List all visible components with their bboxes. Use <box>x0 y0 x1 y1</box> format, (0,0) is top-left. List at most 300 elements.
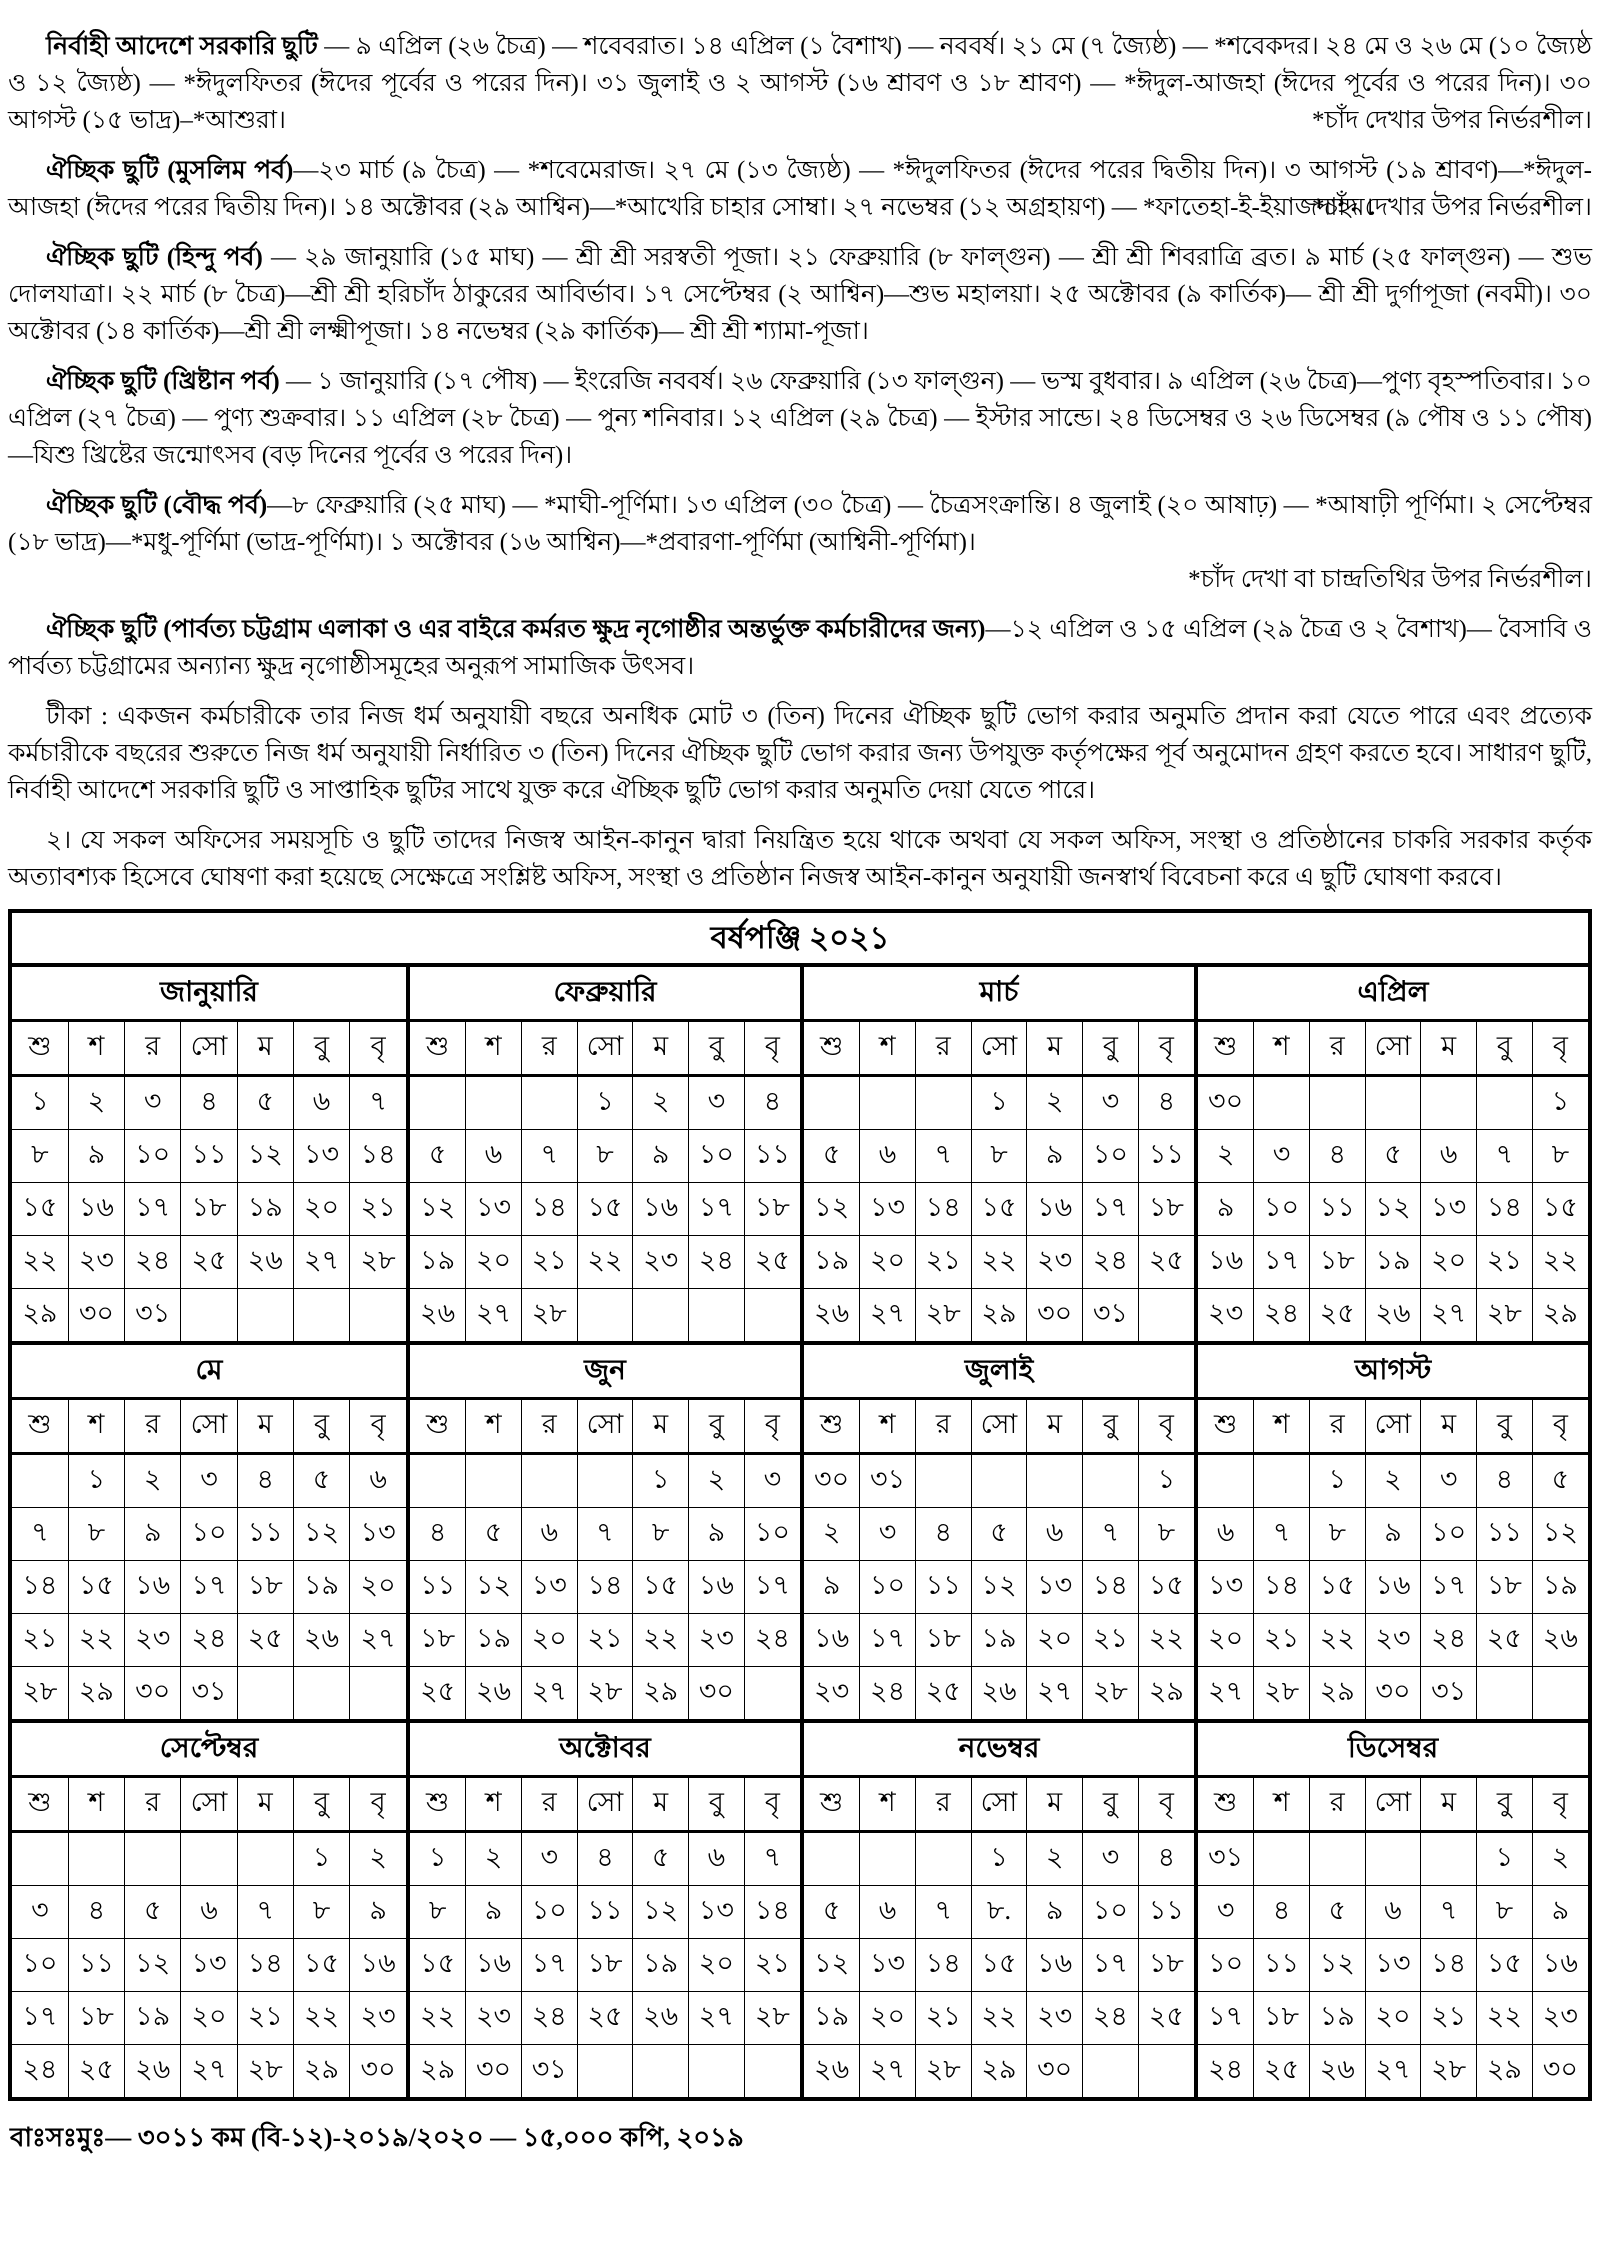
date-cell: ৬ <box>1365 1886 1421 1939</box>
date-cell: ২ <box>1027 1832 1083 1886</box>
date-cell: ৩ <box>1083 1076 1139 1130</box>
week-row <box>410 1832 800 1886</box>
date-cell: ২৮ <box>744 1992 800 2045</box>
empty-date-cell <box>689 1289 745 1342</box>
date-cell: ২ <box>1198 1130 1254 1183</box>
date-cell: ৩ <box>125 1076 181 1130</box>
para-note-tika <box>8 698 1592 809</box>
date-cell: ১৩ <box>689 1886 745 1939</box>
month-date-table <box>410 1400 800 1719</box>
weekday-header-cell: বৃ <box>744 1400 800 1454</box>
week-row <box>1198 1561 1588 1614</box>
date-cell: ১২ <box>804 1939 860 1992</box>
month-block-11 <box>1194 1719 1588 2097</box>
date-cell: ৪ <box>181 1076 237 1130</box>
week-row <box>804 1561 1194 1614</box>
month-name: সেপ্টেম্বর <box>12 1723 406 1778</box>
date-cell: ২১ <box>350 1183 406 1236</box>
date-cell: ২৬ <box>466 1667 522 1720</box>
week-row <box>12 1886 406 1939</box>
date-cell: ১২ <box>1365 1183 1421 1236</box>
date-cell: ১৯ <box>1309 1992 1365 2045</box>
weekday-header-cell: শু <box>12 1778 68 1832</box>
date-cell: ২৭ <box>860 2045 916 2098</box>
date-cell: ৭ <box>237 1886 293 1939</box>
empty-date-cell <box>181 1289 237 1342</box>
empty-date-cell <box>1138 2045 1194 2098</box>
weekday-header-cell: ম <box>1027 1400 1083 1454</box>
date-cell: ২০ <box>350 1561 406 1614</box>
date-cell: ৪ <box>1477 1454 1533 1508</box>
week-row <box>1198 1939 1588 1992</box>
para-hindu-lead: ঐচ্ছিক ছুটি (হিন্দু পর্ব) <box>46 244 263 271</box>
date-cell: ৮ <box>12 1130 68 1183</box>
weekday-header-cell: বু <box>1477 1400 1533 1454</box>
date-cell: ৫ <box>804 1886 860 1939</box>
para-muslim-body: —২৩ মার্চ (৯ চৈত্র) — *শবেমেরাজ। ২৭ মে (১৩ জ্যৈষ্ঠ) — *ঈদুলফিতর (ঈদের পরের দ্বিতীয় দিন)। ৩ আগস্ট (১৯ শ্রাবণ)—*ঈদুল-আজহা (ঈদের পরের দ্বিতীয় দিন)। ১৪ অক্টোবর (২৯ আশ্বিন)—*আখেরি চাহার সোম্বা। ২৭ নভেম্বর (১২ অগ্রহায়ণ) — *ফাতেহা-ই-ইয়াজদাহম। <box>8 157 1592 221</box>
week-row <box>410 2045 800 2098</box>
date-cell: ৫ <box>633 1832 689 1886</box>
date-cell: ১২ <box>466 1561 522 1614</box>
para-optional-christian <box>8 363 1592 474</box>
empty-date-cell <box>744 1289 800 1342</box>
date-cell: ২৬ <box>410 1289 466 1342</box>
month-date-table <box>12 1022 406 1341</box>
empty-date-cell <box>744 1667 800 1720</box>
date-cell: ২ <box>633 1076 689 1130</box>
weekday-header-cell: শ <box>466 1022 522 1076</box>
date-cell: ২০ <box>1365 1992 1421 2045</box>
date-cell: ২৪ <box>1083 1992 1139 2045</box>
date-cell: ২৮ <box>1083 1667 1139 1720</box>
empty-date-cell <box>466 1454 522 1508</box>
date-cell: ৮ <box>68 1508 124 1561</box>
date-cell: ২৩ <box>1027 1236 1083 1289</box>
date-cell: ১২ <box>1309 1939 1365 1992</box>
empty-date-cell <box>237 1832 293 1886</box>
date-cell: ২৪ <box>12 2045 68 2098</box>
date-cell: ৩ <box>521 1832 577 1886</box>
date-cell: ২৮ <box>915 2045 971 2098</box>
weekday-header-cell: ম <box>633 1778 689 1832</box>
date-cell: ৯ <box>633 1130 689 1183</box>
date-cell: ৮ <box>1477 1886 1533 1939</box>
date-cell: ১৬ <box>466 1939 522 1992</box>
week-row <box>410 1939 800 1992</box>
date-cell: ২৮ <box>12 1667 68 1720</box>
para-optional-buddhist <box>8 487 1592 598</box>
date-cell: ২৮ <box>1477 1289 1533 1342</box>
date-cell: ১৫ <box>12 1183 68 1236</box>
weekday-header-cell: ম <box>1027 1022 1083 1076</box>
date-cell: ২৭ <box>689 1992 745 2045</box>
date-cell: ২৩ <box>350 1992 406 2045</box>
date-cell: ৪ <box>1138 1076 1194 1130</box>
date-cell: ২১ <box>237 1992 293 2045</box>
date-cell: ২২ <box>410 1992 466 2045</box>
empty-date-cell <box>410 1454 466 1508</box>
date-cell: ২৫ <box>237 1614 293 1667</box>
empty-date-cell <box>804 1076 860 1130</box>
date-cell: ১৭ <box>689 1183 745 1236</box>
date-cell: ১৯ <box>1532 1561 1588 1614</box>
date-cell: ১৭ <box>1083 1183 1139 1236</box>
weekday-header-cell: সো <box>971 1022 1027 1076</box>
date-cell: ১৮ <box>577 1939 633 1992</box>
date-cell: ১৭ <box>521 1939 577 1992</box>
weekday-header-cell: বৃ <box>350 1400 406 1454</box>
weekday-header-cell: শু <box>1198 1400 1254 1454</box>
date-cell: ২৮ <box>350 1236 406 1289</box>
date-cell: ২ <box>68 1076 124 1130</box>
date-cell: ২৪ <box>1254 1289 1310 1342</box>
para-optional-muslim <box>8 152 1592 226</box>
date-cell: ২৯ <box>1477 2045 1533 2098</box>
month-name: জানুয়ারি <box>12 967 406 1022</box>
empty-date-cell <box>1138 1289 1194 1342</box>
date-cell: ১৭ <box>1198 1992 1254 2045</box>
date-cell: ১৩ <box>181 1939 237 1992</box>
date-cell: ২৪ <box>1083 1236 1139 1289</box>
date-cell: ১৬ <box>1027 1939 1083 1992</box>
weekday-header-cell: বৃ <box>744 1022 800 1076</box>
date-cell: ৩ <box>1083 1832 1139 1886</box>
weekday-header-cell: শু <box>410 1400 466 1454</box>
date-cell: ১৮ <box>237 1561 293 1614</box>
week-row <box>410 1183 800 1236</box>
date-cell: ৪ <box>915 1508 971 1561</box>
date-cell: ২১ <box>915 1236 971 1289</box>
date-cell: ২৬ <box>1365 1289 1421 1342</box>
date-cell: ৮ <box>1532 1130 1588 1183</box>
date-cell: ৯ <box>125 1508 181 1561</box>
date-cell: ১৯ <box>633 1939 689 1992</box>
date-cell: ১৩ <box>1421 1183 1477 1236</box>
empty-date-cell <box>1083 2045 1139 2098</box>
month-name: মে <box>12 1345 406 1400</box>
weekday-header-cell: বু <box>293 1778 349 1832</box>
week-row <box>1198 1992 1588 2045</box>
empty-date-cell <box>521 1076 577 1130</box>
week-row <box>410 1130 800 1183</box>
empty-date-cell <box>915 1454 971 1508</box>
date-cell: ১ <box>577 1076 633 1130</box>
date-cell: ৭ <box>915 1130 971 1183</box>
date-cell: ১৬ <box>350 1939 406 1992</box>
date-cell: ৫ <box>293 1454 349 1508</box>
date-cell: ২৪ <box>744 1614 800 1667</box>
date-cell: ১৬ <box>633 1183 689 1236</box>
week-row <box>410 1667 800 1720</box>
week-row <box>804 1076 1194 1130</box>
date-cell: ১ <box>1477 1832 1533 1886</box>
week-row <box>410 1561 800 1614</box>
date-cell: ১০ <box>1083 1130 1139 1183</box>
date-cell: ৮ <box>971 1130 1027 1183</box>
date-cell: ৫ <box>1365 1130 1421 1183</box>
date-cell: ২৯ <box>633 1667 689 1720</box>
empty-date-cell <box>915 1832 971 1886</box>
para-tribal-lead: ঐচ্ছিক ছুটি (পার্বত্য চট্টগ্রাম এলাকা ও এর বাইরে কর্মরত ক্ষুদ্র নৃগোষ্ঠীর অন্তর্ভুক্ত কর্মচারীদের জন্য) <box>46 616 986 643</box>
weekday-header-cell: শু <box>1198 1778 1254 1832</box>
date-cell: ৭ <box>1421 1886 1477 1939</box>
empty-date-cell <box>1365 1076 1421 1130</box>
date-cell: ২৫ <box>68 2045 124 2098</box>
date-cell: ১৫ <box>633 1561 689 1614</box>
date-cell: ১৮ <box>1477 1561 1533 1614</box>
week-row <box>804 1667 1194 1720</box>
date-cell: ১০ <box>1254 1183 1310 1236</box>
date-cell: ১৫ <box>293 1939 349 1992</box>
week-row <box>12 1454 406 1508</box>
weekday-header-cell: শু <box>804 1778 860 1832</box>
date-cell: ৩১ <box>125 1289 181 1342</box>
empty-date-cell <box>971 1454 1027 1508</box>
date-cell: ২৫ <box>181 1236 237 1289</box>
week-row <box>804 1992 1194 2045</box>
date-cell: ২ <box>804 1508 860 1561</box>
date-cell: ১৪ <box>577 1561 633 1614</box>
date-cell: ২২ <box>577 1236 633 1289</box>
date-cell: ১৭ <box>181 1561 237 1614</box>
week-row <box>410 1236 800 1289</box>
moon-or-lunar-date-note: *চাঁদ দেখা বা চান্দ্রতিথির উপর নির্ভরশীল। <box>1188 566 1592 593</box>
date-cell: ৩০ <box>466 2045 522 2098</box>
date-cell: ১৫ <box>1309 1561 1365 1614</box>
date-cell: ১৩ <box>1365 1939 1421 1992</box>
date-cell: ১৯ <box>1365 1236 1421 1289</box>
month-block-4 <box>12 1341 406 1719</box>
date-cell: ২৯ <box>971 1289 1027 1342</box>
date-cell: ৫ <box>971 1508 1027 1561</box>
date-cell: ১২ <box>125 1939 181 1992</box>
date-cell: ৮ <box>1309 1508 1365 1561</box>
weekday-header-cell: শ <box>466 1400 522 1454</box>
date-cell: ১ <box>1532 1076 1588 1130</box>
empty-date-cell <box>68 1832 124 1886</box>
date-cell: ১৫ <box>1477 1939 1533 1992</box>
date-cell: ২৬ <box>804 1289 860 1342</box>
date-cell: ৬ <box>1027 1508 1083 1561</box>
date-cell: ২০ <box>860 1236 916 1289</box>
date-cell: ১ <box>293 1832 349 1886</box>
date-cell: ১০ <box>860 1561 916 1614</box>
date-cell: ১৩ <box>860 1939 916 1992</box>
month-date-table <box>410 1022 800 1341</box>
weekday-header-cell: ম <box>237 1778 293 1832</box>
date-cell: ১০ <box>125 1130 181 1183</box>
date-cell: ১৩ <box>466 1183 522 1236</box>
date-cell: ১৩ <box>1027 1561 1083 1614</box>
date-cell: ১১ <box>237 1508 293 1561</box>
weekday-header-cell: সো <box>1365 1778 1421 1832</box>
empty-date-cell <box>1083 1454 1139 1508</box>
weekday-header-cell: বৃ <box>1138 1778 1194 1832</box>
date-cell: ২৬ <box>1532 1614 1588 1667</box>
date-cell: ২১ <box>915 1992 971 2045</box>
date-cell: ১ <box>410 1832 466 1886</box>
date-cell: ২৪ <box>125 1236 181 1289</box>
week-row <box>804 2045 1194 2098</box>
date-cell: ৫ <box>410 1130 466 1183</box>
empty-date-cell <box>237 1289 293 1342</box>
weekday-header-cell: বু <box>689 1022 745 1076</box>
date-cell: ৮ <box>410 1886 466 1939</box>
date-cell: ১৬ <box>1532 1939 1588 1992</box>
date-cell: ২৬ <box>971 1667 1027 1720</box>
date-cell: ৪ <box>577 1832 633 1886</box>
date-cell: ১৩ <box>860 1183 916 1236</box>
para-christian-lead: ঐচ্ছিক ছুটি (খ্রিষ্টান পর্ব) <box>46 368 280 395</box>
date-cell: ১৬ <box>1198 1236 1254 1289</box>
empty-date-cell <box>293 1667 349 1720</box>
date-cell: ২৩ <box>1365 1614 1421 1667</box>
weekday-header-cell: শ <box>466 1778 522 1832</box>
para-executive-body: — ৯ এপ্রিল (২৬ চৈত্র) — শবেবরাত। ১৪ এপ্রিল (১ বৈশাখ) — নববর্ষ। ২১ মে (৭ জ্যৈষ্ঠ) — *শবেকদর। ২৪ মে ও ২৬ মে (১০ জ্যৈষ্ঠ ও ১২ জ্যৈষ্ঠ) — *ঈদুলফিতর (ঈদের পূর্বের ও পরের দিন)। ৩১ জুলাই ও ২ আগস্ট (১৬ শ্রাবণ ও ১৮ শ্রাবণ) — *ঈদুল-আজহা (ঈদের পূর্বের ও পরের দিন)। ৩০ আগস্ট (১৫ ভাদ্র)–*আশুরা। <box>8 33 1592 134</box>
date-cell: ১৬ <box>125 1561 181 1614</box>
date-cell: ২৬ <box>237 1236 293 1289</box>
weekday-header-cell: র <box>915 1022 971 1076</box>
date-cell: ৩০ <box>350 2045 406 2098</box>
week-row <box>410 1289 800 1342</box>
weekday-header-cell: বু <box>1083 1400 1139 1454</box>
weekday-header-cell: র <box>521 1022 577 1076</box>
weekday-header-cell: শ <box>860 1022 916 1076</box>
date-cell: ২৯ <box>410 2045 466 2098</box>
empty-date-cell <box>521 1454 577 1508</box>
para-buddhist-lead: ঐচ্ছিক ছুটি (বৌদ্ধ পর্ব) <box>46 492 268 519</box>
date-cell: ১৫ <box>577 1183 633 1236</box>
date-cell: ১০ <box>521 1886 577 1939</box>
date-cell: ২ <box>1532 1832 1588 1886</box>
weekday-header-cell: বৃ <box>1532 1022 1588 1076</box>
empty-date-cell <box>181 1832 237 1886</box>
date-cell: ২৭ <box>350 1614 406 1667</box>
date-cell: ১৯ <box>410 1236 466 1289</box>
date-cell: ৩০ <box>804 1454 860 1508</box>
week-row <box>12 1236 406 1289</box>
empty-date-cell <box>689 2045 745 2098</box>
date-cell: ১০ <box>1421 1508 1477 1561</box>
date-cell: ২৮ <box>237 2045 293 2098</box>
date-cell: ২৬ <box>293 1614 349 1667</box>
date-cell: ২ <box>466 1832 522 1886</box>
month-date-table <box>804 1778 1194 2097</box>
date-cell: ২৯ <box>1138 1667 1194 1720</box>
weekday-header-cell: ম <box>1421 1400 1477 1454</box>
date-cell: ৩ <box>1254 1130 1310 1183</box>
weekday-header-cell: শ <box>1254 1022 1310 1076</box>
moon-dependency-note: *চাঁদ দেখার উপর নির্ভরশীল। <box>1312 194 1592 221</box>
para-optional-tribal <box>8 611 1592 685</box>
weekday-header-cell: সো <box>181 1778 237 1832</box>
month-date-table <box>410 1778 800 2097</box>
empty-date-cell <box>577 1289 633 1342</box>
date-cell: ৩ <box>181 1454 237 1508</box>
date-cell: ৩১ <box>1083 1289 1139 1342</box>
date-cell: ২৬ <box>125 2045 181 2098</box>
date-cell: ২৮ <box>915 1289 971 1342</box>
date-cell: ২০ <box>521 1614 577 1667</box>
week-row <box>12 1614 406 1667</box>
date-cell: ২৫ <box>915 1667 971 1720</box>
date-cell: ৮ <box>1138 1508 1194 1561</box>
date-cell: ২৩ <box>466 1992 522 2045</box>
date-cell: ১০ <box>1198 1939 1254 1992</box>
date-cell: ১৭ <box>744 1561 800 1614</box>
weekday-header-cell: র <box>125 1400 181 1454</box>
calendar-grid <box>12 967 1588 2097</box>
date-cell: ২ <box>125 1454 181 1508</box>
weekday-header-cell: ম <box>237 1400 293 1454</box>
date-cell: ৮ <box>633 1508 689 1561</box>
date-cell: ২৭ <box>1365 2045 1421 2098</box>
date-cell: ৭ <box>350 1076 406 1130</box>
date-cell: ৭ <box>521 1130 577 1183</box>
empty-date-cell <box>12 1454 68 1508</box>
date-cell: ৫ <box>1532 1454 1588 1508</box>
week-row <box>804 1289 1194 1342</box>
weekday-header-cell: র <box>521 1400 577 1454</box>
date-cell: ২৮ <box>1254 1667 1310 1720</box>
month-date-table <box>804 1400 1194 1719</box>
date-cell: ১২ <box>971 1561 1027 1614</box>
date-cell: ২ <box>1365 1454 1421 1508</box>
date-cell: ১৩ <box>293 1130 349 1183</box>
week-row <box>1198 1832 1588 1886</box>
month-block-8 <box>12 1719 406 2097</box>
weekday-header-cell: বৃ <box>1532 1400 1588 1454</box>
date-cell: ২৩ <box>689 1614 745 1667</box>
date-cell: ১৯ <box>293 1561 349 1614</box>
weekday-header-cell: র <box>1309 1400 1365 1454</box>
date-cell: ১ <box>633 1454 689 1508</box>
week-row <box>1198 1236 1588 1289</box>
date-cell: ১২ <box>633 1886 689 1939</box>
empty-date-cell <box>1477 1076 1533 1130</box>
weekday-header-cell: সো <box>181 1400 237 1454</box>
empty-date-cell <box>633 1289 689 1342</box>
weekday-header-cell: সো <box>577 1022 633 1076</box>
date-cell: ১৮ <box>1138 1939 1194 1992</box>
date-cell: ১৪ <box>1477 1183 1533 1236</box>
weekday-header-cell: শ <box>1254 1400 1310 1454</box>
date-cell: ২৬ <box>804 2045 860 2098</box>
empty-date-cell <box>293 1289 349 1342</box>
weekday-header-cell: ম <box>633 1022 689 1076</box>
date-cell: ৩০ <box>1027 1289 1083 1342</box>
date-cell: ১৬ <box>804 1614 860 1667</box>
date-cell: ২৩ <box>804 1667 860 1720</box>
empty-date-cell <box>1254 1076 1310 1130</box>
date-cell: ১৭ <box>1254 1236 1310 1289</box>
date-cell: ১১ <box>1309 1183 1365 1236</box>
para-executive-holidays <box>8 28 1592 139</box>
week-row <box>804 1454 1194 1508</box>
week-row <box>804 1183 1194 1236</box>
date-cell: ৪ <box>1254 1886 1310 1939</box>
date-cell: ৬ <box>1421 1130 1477 1183</box>
para-muslim-lead: ঐচ্ছিক ছুটি (মুসলিম পর্ব) <box>46 157 294 184</box>
week-row <box>12 1832 406 1886</box>
date-cell: ১ <box>971 1832 1027 1886</box>
date-cell: ২৫ <box>744 1236 800 1289</box>
date-cell: ১৮ <box>410 1614 466 1667</box>
date-cell: ১২ <box>804 1183 860 1236</box>
date-cell: ৯ <box>804 1561 860 1614</box>
date-cell: ৭ <box>915 1886 971 1939</box>
empty-date-cell <box>860 1076 916 1130</box>
